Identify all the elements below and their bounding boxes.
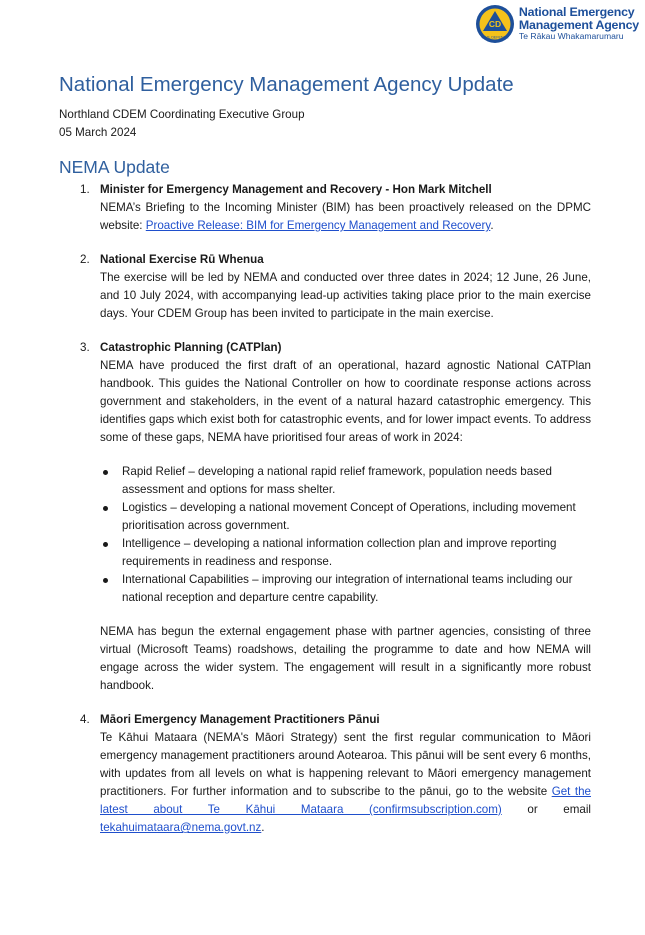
- item-body: NEMA have produced the first draft of an operational, hazard agnostic National CATPlan handbook. This guides the National Controller on how to coordinate response actions across government and stakeholders, in the event of a natural hazard catastrophic emergency. This identifies gaps which exist both for catastrophic events, and for lower impact events. To address some of these gaps, NEMA have prioritised four areas of work in 2024:: [100, 359, 591, 444]
- item-body-end: .: [490, 219, 494, 232]
- update-item-3: [59, 339, 591, 695]
- section-heading: NEMA Update: [59, 157, 170, 177]
- item-number: 1.: [80, 183, 90, 196]
- logo-line-3: Te Rākau Whakamarumaru: [518, 31, 624, 41]
- list-item: [100, 571, 591, 607]
- item-title: Minister for Emergency Management and Recovery - Hon Mark Mitchell: [100, 183, 492, 196]
- item-number: 4.: [80, 713, 90, 726]
- bullet-icon: [103, 506, 108, 511]
- update-item-4: [59, 711, 591, 837]
- item-body-end: .: [261, 821, 265, 834]
- document-subtitle: [59, 106, 591, 142]
- work-areas-list: [100, 463, 591, 607]
- list-item: [100, 499, 591, 535]
- item-body-text: NEMA’s Briefing to the Incoming Minister (BIM) has been proactively released on the DPMC website:: [100, 201, 591, 232]
- document-title: National Emergency Management Agency Update: [59, 73, 514, 96]
- item-title: Māori Emergency Management Practitioners Pānui: [100, 713, 380, 726]
- item-number: 3.: [80, 341, 90, 354]
- logo-line-2: Management Agency: [518, 17, 639, 32]
- item-closing: NEMA has begun the external engagement phase with partner agencies, consisting of three virtual (Microsoft Teams) roadshows, detailing the programme to date and how NEMA will engage across the wider system. The engagement will result in a significantly more robust handbook.: [100, 625, 591, 692]
- bim-release-link[interactable]: Proactive Release: BIM for Emergency Management and Recovery: [145, 219, 491, 232]
- bullet-icon: [103, 470, 108, 475]
- subscription-link[interactable]: Get the latest about Te Kāhui Mataara (confirmsubscription.com): [100, 785, 591, 816]
- update-item-2: [59, 251, 591, 323]
- item-number: 2.: [80, 253, 90, 266]
- subtitle-date: 05 March 2024: [59, 126, 137, 139]
- update-list: [59, 181, 591, 837]
- subtitle-group: Northland CDEM Coordinating Executive Group: [59, 108, 305, 121]
- item-body-text: Te Kāhui Mataara (NEMA's Māori Strategy) sent the first regular communication to Māori emergency management practitioners around Aotearoa. This pānui will be sent every 6 months, with updates from all levels on what is happening relevant to Māori emergency management practitioners. For further information and to subscribe to the pānui, go to the website: [100, 731, 591, 798]
- item-body: [100, 199, 591, 235]
- badge-bottom-text: CIVIL DEFENCE: [481, 35, 509, 40]
- item-title: Catastrophic Planning (CATPlan): [100, 341, 282, 354]
- logo-line-1: National Emergency: [518, 5, 635, 19]
- list-item-text: Intelligence – developing a national information collection plan and improve reporting requirements in readiness and response.: [122, 537, 557, 568]
- email-link[interactable]: tekahuimataara@nema.govt.nz: [100, 821, 262, 834]
- item-title: National Exercise Rū Whenua: [100, 253, 264, 266]
- bullet-icon: [103, 542, 108, 547]
- badge-top-text: CD: [488, 19, 502, 29]
- document-page: [59, 72, 591, 853]
- item-body-middle: or email: [501, 803, 591, 816]
- item-body: The exercise will be led by NEMA and conducted over three dates in 2024; 12 June, 26 June, and 10 July 2024, with accompanying lead-up activities taking place prior to the main exercise days. Your CDEM Group has been invited to participate in the main exercise.: [100, 271, 591, 320]
- bullet-icon: [103, 578, 108, 583]
- civil-defence-badge-icon: [475, 4, 515, 44]
- update-item-1: [59, 181, 591, 235]
- list-item-text: International Capabilities – improving our integration of international teams including our national reception and departure centre capability.: [122, 573, 573, 604]
- item-body: [100, 729, 591, 837]
- list-item-text: Rapid Relief – developing a national rapid relief framework, population needs based assessment and options for mass shelter.: [122, 465, 552, 496]
- list-item: [100, 535, 591, 571]
- list-item-text: Logistics – developing a national movement Concept of Operations, including movement prioritisation across government.: [122, 501, 576, 532]
- list-item: [100, 463, 591, 499]
- logo-wordmark: [519, 6, 639, 42]
- nema-logo: [475, 4, 639, 44]
